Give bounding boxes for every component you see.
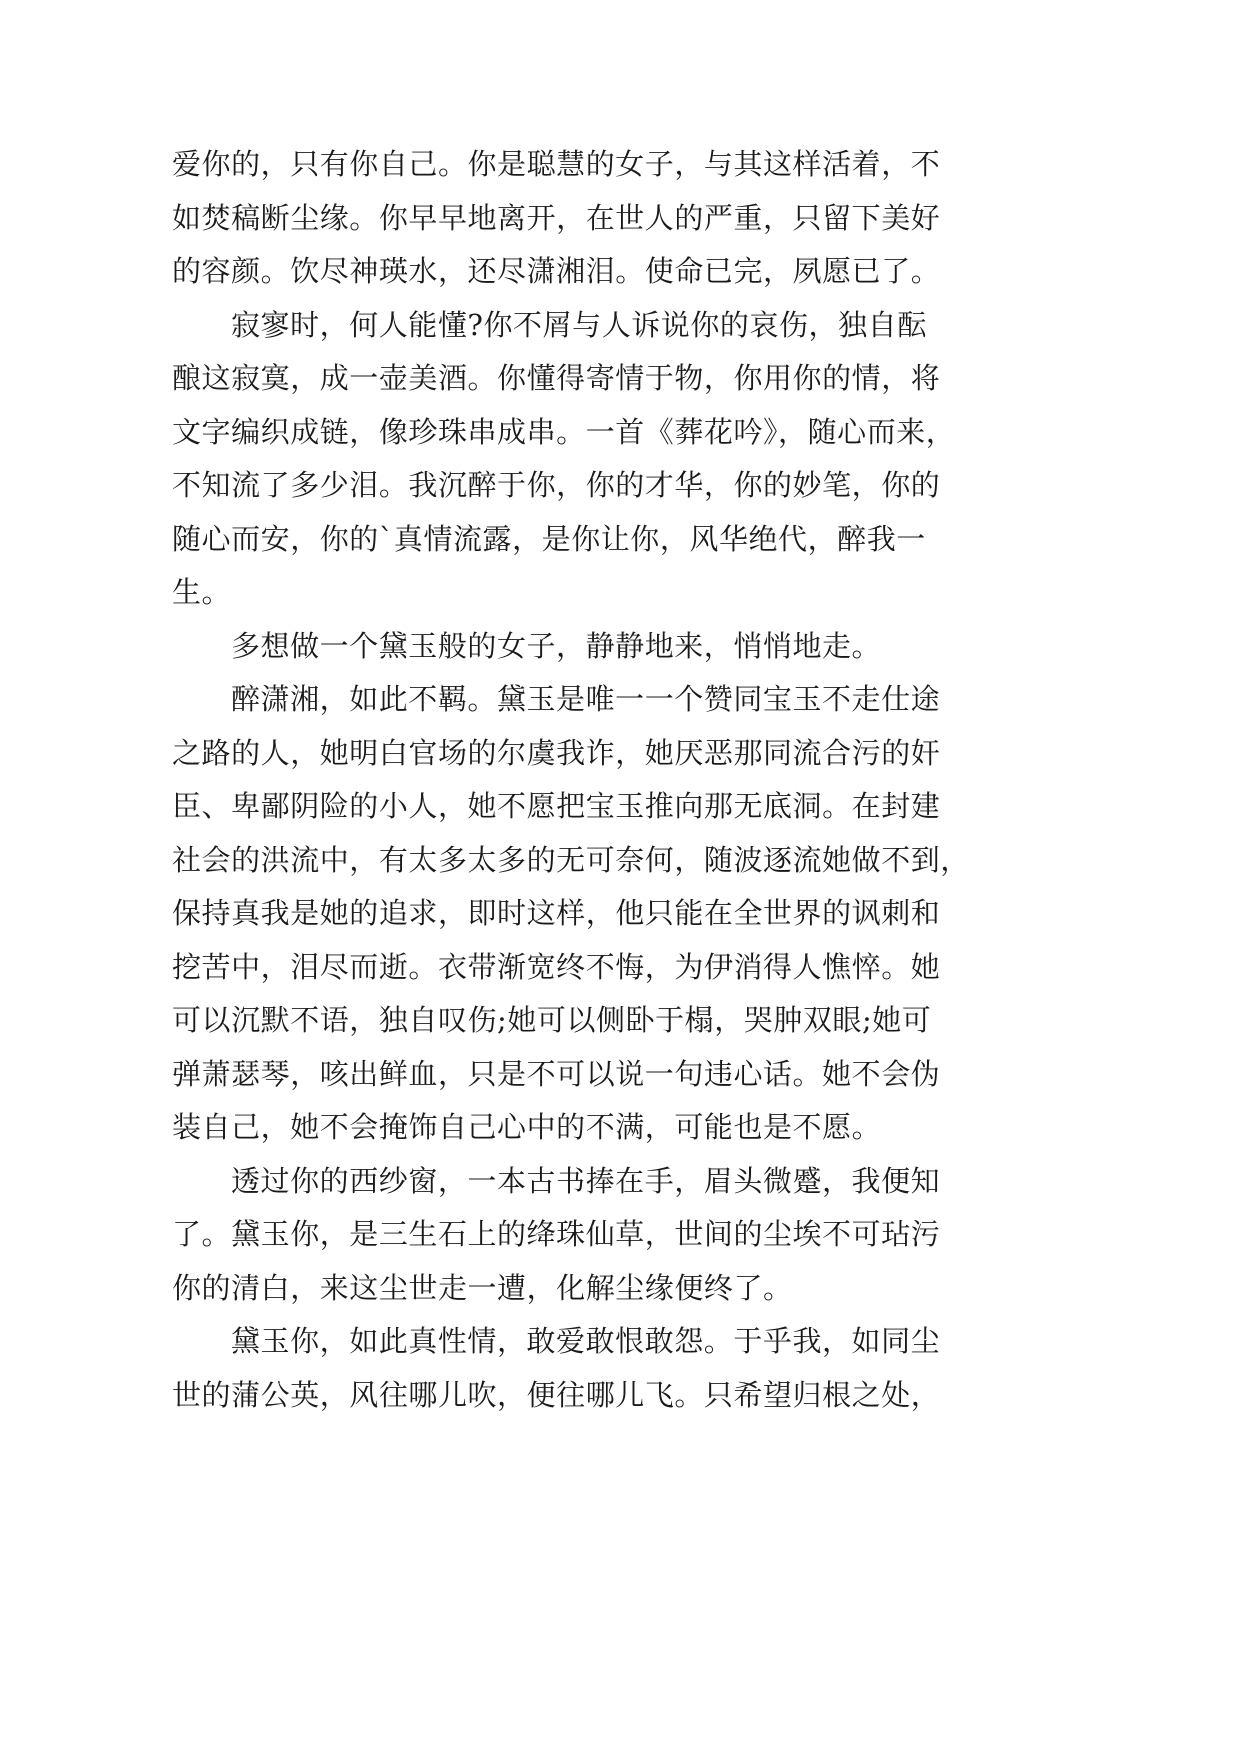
paragraph	[172, 620, 1241, 674]
paragraph	[172, 1155, 1241, 1316]
paragraph	[172, 673, 1241, 1155]
text-line: 弹萧瑟琴，咳出鲜血，只是不可以说一句违心话。她不会伪	[172, 1056, 941, 1091]
text-line: 生。	[172, 575, 232, 609]
text-line: 挖苦中，泪尽而逝。衣带渐宽终不悔，为伊消得人憔悴。她	[172, 949, 941, 984]
text-line: 之路的人，她明白官场的尔虞我诈，她厌恶那同流合污的奸	[172, 735, 941, 770]
text-line: 你的清白，来这尘世走一遭，化解尘缘便终了。	[172, 1270, 793, 1305]
text-line: 保持真我是她的追求，即时这样，他只能在全世界的讽刺和	[172, 896, 941, 930]
text-line: 可以沉默不语，独自叹伤;她可以侧卧于榻，哭肿双眼;她可	[172, 1003, 932, 1037]
paragraph	[172, 138, 1241, 299]
text-line: 如焚稿断尘缘。你早早地离开，在世人的严重，只留下美好	[172, 200, 941, 235]
paragraph	[172, 1315, 1241, 1422]
text-line: 醉潇湘，如此不羁。黛玉是唯一一个赞同宝玉不走仕途	[231, 682, 941, 716]
text-line: 黛玉你，如此真性情，敢爱敢恨敢怨。于乎我，如同尘	[231, 1324, 941, 1358]
text-line: 寂寥时，何人能懂?你不屑与人诉说你的哀伤，独自酝	[231, 307, 927, 342]
text-line: 世的蒲公英，风往哪儿吹，便往哪儿飞。只希望归根之处，	[172, 1377, 941, 1412]
text-line: 透过你的西纱窗，一本古书捧在手，眉头微蹙，我便知	[231, 1163, 941, 1198]
text-line: 酿这寂寞，成一壶美酒。你懂得寄情于物，你用你的情，将	[172, 361, 941, 395]
text-line: 装自己，她不会掩饰自己心中的不满，可能也是不愿。	[172, 1110, 882, 1144]
text-line: 了。黛玉你，是三生石上的绛珠仙草，世间的尘埃不可玷污	[172, 1217, 941, 1251]
text-line: 爱你的，只有你自己。你是聪慧的女子，与其这样活着，不	[172, 147, 941, 181]
text-line: 不知流了多少泪。我沉醉于你，你的才华，你的妙笔，你的	[172, 468, 941, 502]
text-line: 社会的洪流中，有太多太多的无可奈何，随波逐流她做不到，	[172, 842, 970, 877]
text-line: 臣、卑鄙阴险的小人，她不愿把宝玉推向那无底洞。在封建	[172, 789, 941, 823]
text-line: 文字编织成链，像珍珠串成串。一首《葬花吟》，随心而来，	[172, 414, 956, 449]
text-line: 随心而安，你的`真情流露，是你让你，风华绝代，醉我一	[172, 521, 926, 556]
paragraph	[172, 299, 1241, 620]
text-line: 的容颜。饮尽神瑛水，还尽潇湘泪。使命已完，夙愿已了。	[172, 254, 941, 288]
text-line: 多想做一个黛玉般的女子，静静地来，悄悄地走。	[231, 628, 882, 663]
